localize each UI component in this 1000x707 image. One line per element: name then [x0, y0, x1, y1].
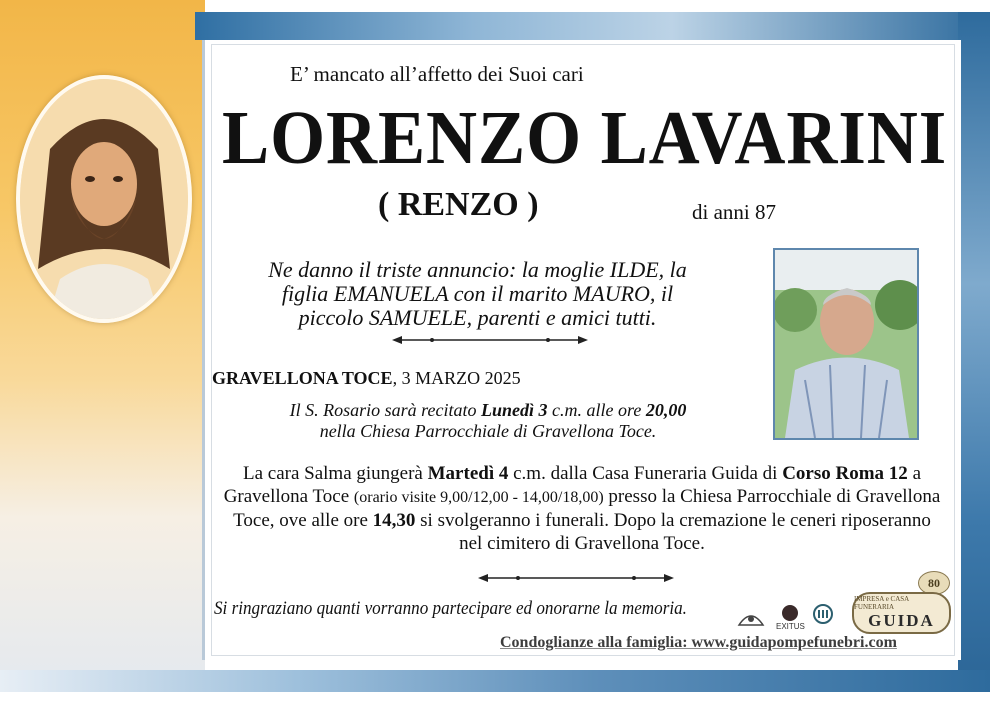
exitus-logo: [776, 604, 805, 631]
exitus-icon: [779, 604, 801, 622]
exitus-label: EXITUS: [776, 622, 805, 631]
rosario-day: Lunedì 3: [481, 400, 548, 420]
location-date-line: [212, 368, 521, 389]
frame-right-border: [958, 12, 990, 692]
funeral-home-name: GUIDA: [868, 611, 935, 630]
deceased-nickname: ( RENZO ): [378, 186, 539, 223]
association-icon: [810, 604, 836, 626]
salma-day: Martedì 4: [427, 463, 509, 484]
funeral-time: 14,30: [372, 510, 416, 531]
funeral-home-logo: [852, 592, 951, 634]
funeral-home-subtitle: IMPRESA e CASA FUNERARIA: [854, 595, 909, 611]
deceased-name: LORENZO LAVARINI: [222, 96, 948, 180]
frame-top-border: [195, 12, 990, 40]
rosario-part3: nella Chiesa Parrocchiale di Gravellona Toce.: [319, 421, 657, 441]
salma-s6: si svolgeranno i funerali. Dopo la cremazione le ceneri riposeranno nel cimitero di Gravellona Toce.: [415, 510, 931, 554]
funeral-details-text: [222, 462, 942, 555]
announcement-text: Ne danno il triste annuncio: la moglie ILDE, la figlia EMANUELA con il marito MAURO, il piccolo SAMUELE, parenti e amici tutti.: [268, 257, 687, 330]
condolences-link[interactable]: Condoglianze alla famiglia: www.guidapompefunebri.com: [500, 634, 897, 651]
anniversary-badge: 80: [918, 571, 950, 595]
intro-line: E’ mancato all’affetto dei Suoi cari: [290, 62, 584, 86]
rosario-part2: c.m. alle ore: [547, 400, 646, 420]
association-logo: [810, 604, 836, 626]
divider-ornament-icon: [392, 335, 588, 345]
divider-ornament-bottom-icon: [478, 573, 674, 583]
deceased-photo: [773, 248, 919, 440]
salma-s5: presso la Chiesa Parrocchiale di Gravellona Toce, ove alle ore: [233, 486, 941, 531]
salma-address: Corso Roma 12: [782, 463, 908, 484]
salma-s3: a Gravellona Toce: [223, 463, 921, 507]
society-logo: [735, 605, 767, 631]
deceased-age: di anni 87: [692, 200, 776, 224]
frame-bottom-border: [0, 670, 990, 692]
rosario-time: 20,00: [645, 400, 687, 420]
location-name: GRAVELLONA TOCE: [212, 368, 393, 388]
salma-s1: La cara Salma giungerà: [242, 463, 428, 484]
jesus-portrait-icon: [20, 79, 188, 319]
rosario-text: [228, 400, 748, 442]
rosario-part1: Il S. Rosario sarà recitato: [289, 400, 481, 420]
visiting-hours: (orario visite 9,00/12,00 - 14,00/18,00): [353, 489, 604, 506]
thanks-line: Si ringraziano quanti vorranno partecipare ed onorarne la memoria.: [214, 598, 687, 619]
religious-portrait-image: [16, 75, 192, 323]
notice-date: , 3 MARZO 2025: [392, 368, 521, 388]
salma-s2: c.m. dalla Casa Funeraria Guida di: [508, 463, 783, 484]
man-portrait-icon: [775, 250, 917, 438]
crest-icon: [735, 605, 767, 631]
